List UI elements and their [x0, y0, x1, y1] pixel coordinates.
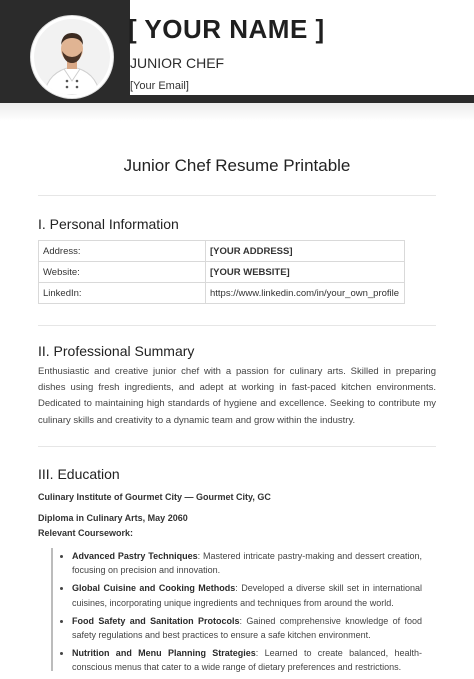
- address-label: Address:: [39, 241, 206, 262]
- document-title: Junior Chef Resume Printable: [123, 156, 351, 175]
- table-row: [39, 241, 405, 262]
- list-item: • Global Cuisine and Cooking Methods: Developed a diverse skill set in international cuisines, incorporating unique ingredients and techniques from around the world.: [72, 581, 422, 609]
- list-item: • Advanced Pastry Techniques: Mastered intricate pastry-making and dessert creation, focusing on precision and innovation.: [72, 549, 422, 577]
- table-row: [39, 262, 405, 283]
- address-value: [YOUR ADDRESS]: [206, 241, 405, 262]
- coursework-label: Relevant Coursework:: [38, 528, 134, 538]
- summary-text: Enthusiastic and creative junior chef with a passion for culinary arts. Skilled in preparing dishes using fresh ingredients, and adept at working in fast-paced kitchen environments. Dedicated to maintaining high standards of hygiene and excellence. Seeking to contribute my culinary skills and creativity to a dynamic team and grow within the industry.: [38, 366, 436, 426]
- coursework-list: [58, 549, 422, 679]
- divider: [38, 446, 436, 447]
- linkedin-label: LinkedIn:: [39, 283, 206, 304]
- personal-heading: I. Personal Information: [38, 216, 179, 232]
- education-heading: III. Education: [38, 466, 120, 482]
- job-title: JUNIOR CHEF: [130, 55, 225, 71]
- table-row: [39, 283, 405, 304]
- divider: [38, 325, 436, 326]
- coursework-bar: [51, 548, 53, 671]
- chef-portrait-icon: [34, 19, 110, 95]
- candidate-name: [ YOUR NAME ]: [128, 14, 325, 44]
- divider: [38, 195, 436, 196]
- personal-info-table: [38, 240, 405, 304]
- header-shadow: [0, 103, 474, 121]
- website-value: [YOUR WEBSITE]: [206, 262, 405, 283]
- summary-heading: II. Professional Summary: [38, 343, 195, 359]
- website-label: Website:: [39, 262, 206, 283]
- institute: Culinary Institute of Gourmet City — Gourmet City, GC: [38, 492, 271, 502]
- diploma: Diploma in Culinary Arts, May 2060: [38, 513, 188, 523]
- linkedin-value: https://www.linkedin.com/in/your_own_profile: [206, 283, 405, 304]
- email: [Your Email]: [130, 80, 189, 92]
- avatar: [31, 16, 113, 98]
- list-item: • Food Safety and Sanitation Protocols: Gained comprehensive knowledge of food safety regulations and best practices to ensure a safe kitchen environment.: [72, 614, 422, 642]
- list-item: • Nutrition and Menu Planning Strategies: Learned to create balanced, health-conscious menus that cater to a wide range of dietary preferences and restrictions.: [72, 646, 422, 674]
